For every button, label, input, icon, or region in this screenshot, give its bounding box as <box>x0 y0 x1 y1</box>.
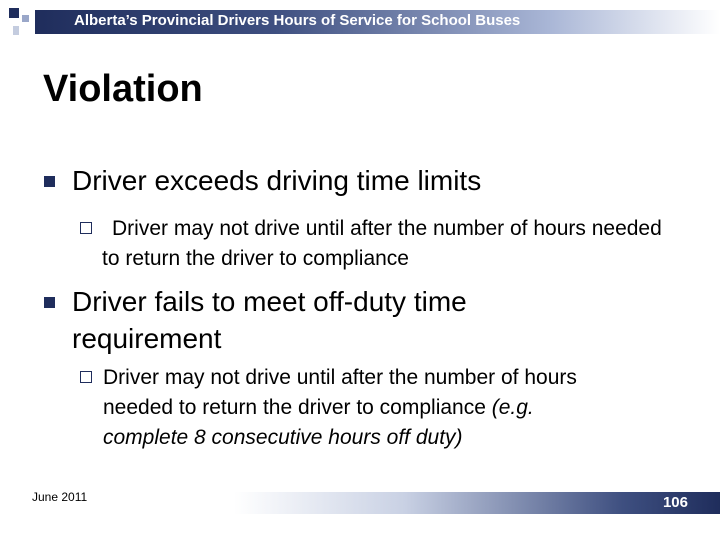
footer-bar <box>234 492 720 514</box>
bullet-2-line-2: requirement <box>72 323 222 354</box>
bullet-square-icon <box>44 297 55 308</box>
checkbox-bullet-icon <box>80 371 92 383</box>
decor-square-1 <box>9 8 19 18</box>
bullet-1-text: Driver exceeds driving time limits <box>72 165 482 196</box>
sub-bullet-2-line-1: Driver may not drive until after the number of hours <box>103 366 577 389</box>
sub-bullet-2-line-3: complete 8 consecutive hours off duty) <box>103 426 463 449</box>
sub-bullet-2-line-2-plain: needed to return the driver to compliance <box>103 396 492 419</box>
bullet-2-line-1: Driver fails to meet off-duty time <box>72 286 467 317</box>
checkbox-bullet-icon <box>80 222 92 234</box>
sub-bullet-1-text <box>102 214 672 274</box>
header-title: Alberta’s Provincial Drivers Hours of Service for School Buses <box>74 12 521 29</box>
decor-square-2 <box>22 15 29 22</box>
bullet-square-icon <box>44 176 55 187</box>
footer-date: June 2011 <box>32 490 88 504</box>
sub-bullet-2-line-2-italic: (e.g. <box>491 396 534 419</box>
page-number: 106 <box>662 494 688 511</box>
slide-title: Violation <box>43 68 203 110</box>
sub-bullet-2-line-2 <box>103 393 534 423</box>
decor-square-3 <box>13 26 19 35</box>
sub-bullet-1-content: Driver may not drive until after the number of hours needed to return the driver to compliance <box>102 217 662 270</box>
